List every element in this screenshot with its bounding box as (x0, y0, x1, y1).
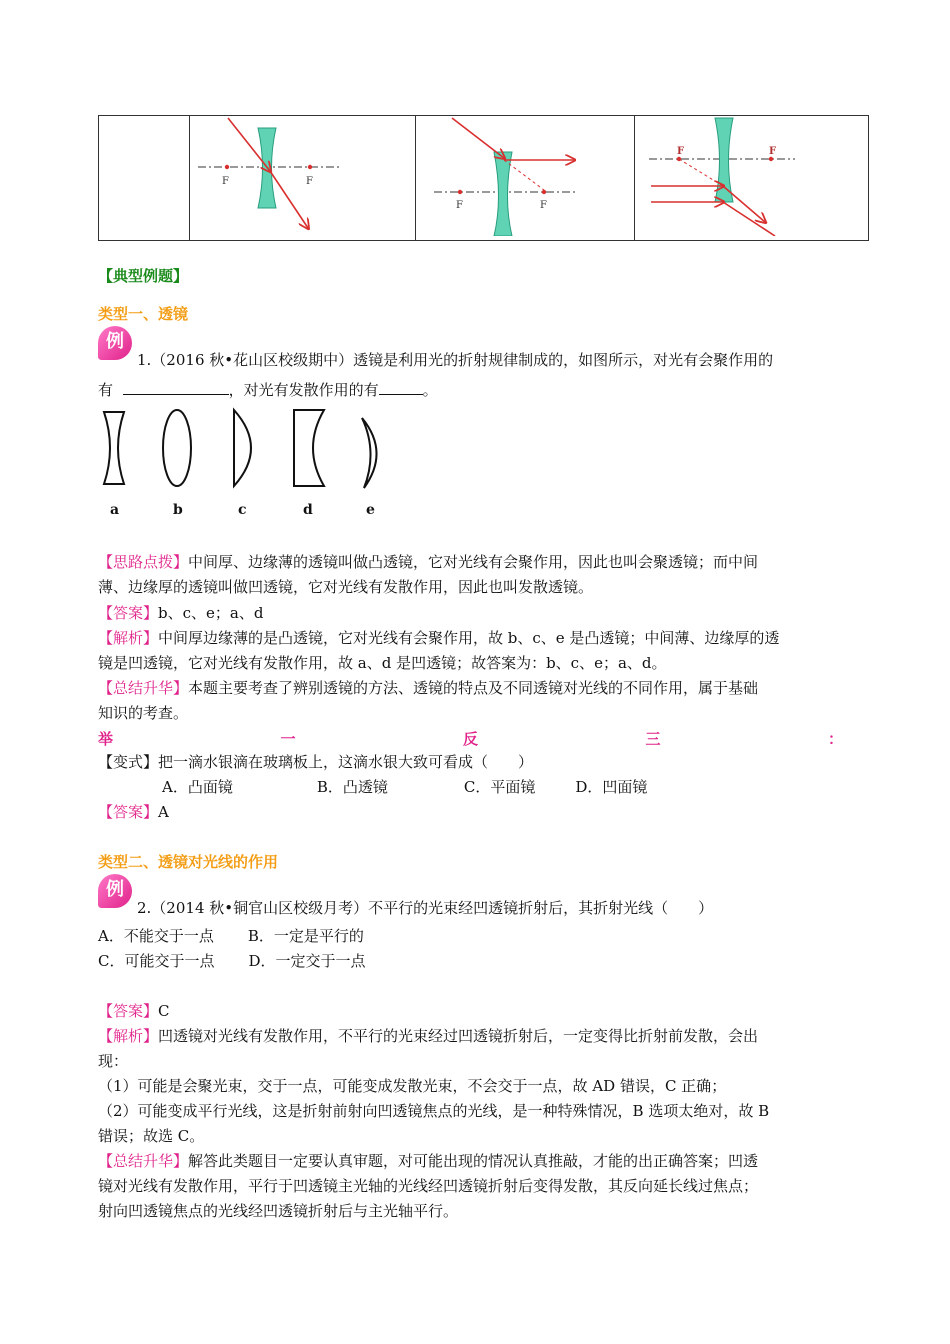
focus-label: F (677, 146, 685, 157)
type-heading-1: 类型一、透镜 (98, 305, 189, 323)
summary-3-line-1: 【总结升华】解答此类题目一定要认真审题，对可能出现的情况认真推敲，才能的出正确答案；凹透 (98, 1152, 759, 1170)
table-cell-diagram-3 (635, 116, 869, 241)
hint-line-1: 【思路点拨】中间厚、边缘薄的透镜叫做凸透镜，它对光线有会聚作用，因此也叫会聚透镜；而中间 (98, 553, 759, 571)
analysis-3-line-4: （2）可能变成平行光线，这是折射前射向凹透镜焦点的光线，是一种特殊情况，B 选项太绝对，故 B (98, 1102, 770, 1120)
hint-line-2: 薄、边缘厚的透镜叫做凹透镜，它对光线有发散作用，因此也叫发散透镜。 (98, 578, 594, 596)
summary-1-line-1: 【总结升华】本题主要考查了辨别透镜的方法、透镜的特点及不同透镜对光线的不同作用，属于基础 (98, 679, 759, 697)
analysis-3-line-1: 【解析】凹透镜对光线有发散作用，不平行的光束经过凹透镜折射后，一定变得比折射前发散，会出 (98, 1027, 759, 1045)
section-heading-examples: 【典型例题】 (98, 267, 189, 285)
practice-heading: 举 一 反 三 ： (98, 730, 843, 748)
question-2-line-1: 2.（2014 秋•铜官山区校级月考）不平行的光束经凹透镜折射后，其折射光线（ ） (137, 899, 714, 917)
lens-label-c: c (238, 502, 247, 518)
type-heading-2: 类型二、透镜对光线的作用 (98, 853, 279, 871)
focus-label: F (769, 146, 777, 157)
analysis-3-line-5: 错误；故选 C。 (98, 1127, 205, 1145)
answer-1: 【答案】b、c、e；a、d (98, 604, 264, 622)
table-cell-empty (99, 116, 190, 241)
lens-label-e: e (366, 502, 375, 518)
question-2-options-cd: C．可能交于一点 D．一定交于一点 (98, 952, 366, 970)
question-2-options-ab: A．不能交于一点 B．一定是平行的 (98, 927, 364, 945)
answer-blank-1 (123, 380, 229, 395)
lens-ray-table (98, 115, 869, 241)
example-badge-icon: 例 (98, 874, 132, 908)
answer-3: 【答案】C (98, 1002, 170, 1020)
lens-label-d: d (303, 502, 313, 518)
lens-label-a: a (110, 502, 120, 518)
analysis-3-line-3: （1）可能是会聚光束，交于一点，可能变成发散光束，不会交于一点，故 AD 错误，C 正确； (98, 1077, 727, 1095)
focus-label: F (222, 176, 229, 187)
focus-label: F (306, 176, 313, 187)
lens-label-b: b (173, 502, 183, 518)
summary-3-line-2: 镜对光线有发散作用，平行于凹透镜主光轴的光线经凹透镜折射后变得发散，其反向延长线过焦点； (98, 1177, 759, 1195)
concave-lens-ray-diagram-3 (635, 116, 868, 236)
question-1-line-1: 1.（2016 秋•花山区校级期中）透镜是利用光的折射规律制成的，如图所示，对光有会聚作用的 (137, 351, 774, 369)
table-cell-diagram-1 (190, 116, 416, 241)
answer-blank-2 (379, 380, 423, 395)
example-badge-icon: 例 (98, 326, 132, 360)
analysis-1-line-1: 【解析】中间厚边缘薄的是凸透镜，它对光线有会聚作用，故 b、c、e 是凸透镜；中间薄、边缘厚的透 (98, 629, 780, 647)
focus-label: F (456, 200, 463, 211)
summary-3-line-3: 射向凹透镜焦点的光线经凹透镜折射后与主光轴平行。 (98, 1202, 459, 1220)
concave-lens-ray-diagram-1 (190, 116, 415, 236)
summary-1-line-2: 知识的考查。 (98, 704, 189, 722)
lens-shapes-figure (98, 406, 398, 522)
focus-label: F (540, 200, 547, 211)
question-1-line-2: 有 ，对光有发散作用的有 。 (98, 381, 438, 399)
variant-options: A．凸面镜 B．凸透镜 C．平面镜 D．凹面镜 (162, 778, 648, 796)
table-cell-diagram-2 (416, 116, 635, 241)
answer-2: 【答案】A (98, 803, 169, 821)
concave-lens-ray-diagram-2 (416, 116, 634, 236)
variant-question: 【变式】把一滴水银滴在玻璃板上，这滴水银大致可看成（ ） (98, 753, 534, 771)
analysis-1-line-2: 镜是凹透镜，它对光线有发散作用，故 a、d 是凹透镜；故答案为：b、c、e；a、d。 (98, 654, 667, 672)
analysis-3-line-2: 现： (98, 1052, 129, 1070)
